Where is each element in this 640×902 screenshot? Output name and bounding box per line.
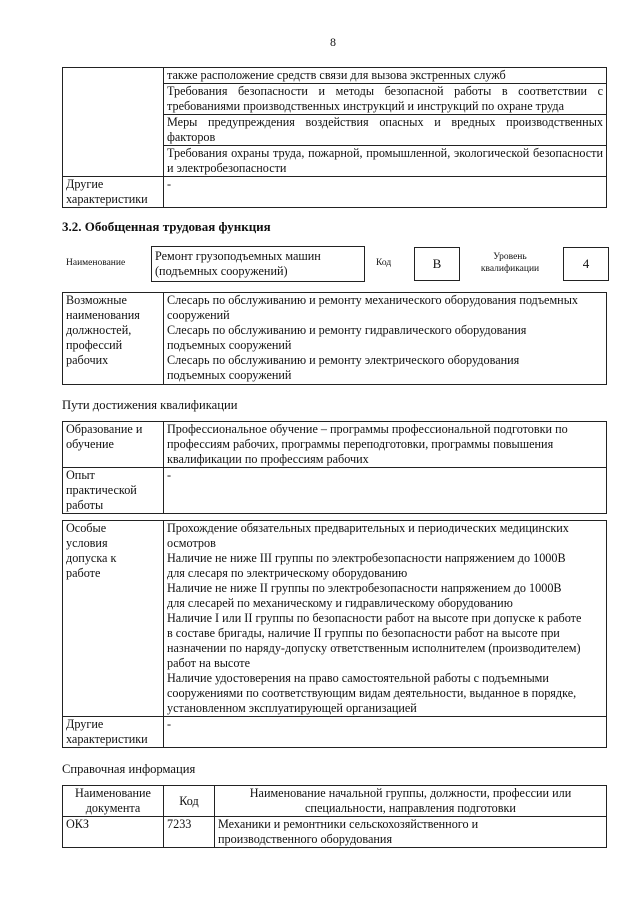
conditions-value-line: назначении по наряду-допуску ответственным исполнителем (производителем)	[167, 641, 581, 655]
positions-value-line: Слесарь по обслуживанию и ремонту гидравлического оборудования	[167, 323, 527, 337]
education-value	[164, 422, 607, 468]
code-label: Код	[376, 258, 392, 268]
top-table-empty-label	[63, 68, 164, 177]
positions-value-line: Слесарь по обслуживанию и ремонту механического оборудования подъемных	[167, 293, 578, 307]
top-table-other-value: -	[164, 177, 607, 208]
conditions-value-line: Наличие I или II группы по безопасности работ на высоте при допуске к работе	[167, 611, 582, 625]
conditions-value-line: установленном эксплуатирующей организацией	[167, 701, 417, 715]
education-value-line: Профессиональное обучение – программы профессиональной подготовки по	[167, 422, 568, 436]
conditions-label-line: работе	[66, 566, 101, 580]
top-table-other-label: Другие характеристики	[63, 177, 164, 208]
ref-row-name-line: Механики и ремонтники сельскохозяйственного и	[218, 817, 479, 831]
positions-value	[164, 293, 607, 385]
ref-header-doc	[63, 786, 164, 817]
page-number: 8	[330, 35, 336, 49]
section-title: 3.2. Обобщенная трудовая функция	[62, 219, 271, 234]
conditions-value-line: работ на высоте	[167, 656, 251, 670]
ref-header-name-line: Наименование начальной группы, должности, профессии или	[249, 786, 572, 800]
ref-header-doc-line: Наименование	[75, 786, 151, 800]
experience-label-line: работы	[66, 498, 104, 512]
conditions-other-label-line: характеристики	[66, 732, 148, 746]
conditions-value-line: Наличие не ниже III группы по электробезопасности напряжением до 1000В	[167, 551, 566, 565]
education-label-line: обучение	[66, 437, 114, 451]
reference-title: Справочная информация	[62, 762, 196, 776]
positions-value-line: подъемных сооружений	[167, 368, 292, 382]
conditions-value-line: Прохождение обязательных предварительных и периодических медицинских	[167, 521, 569, 535]
education-label	[63, 422, 164, 468]
positions-value-line: сооружений	[167, 308, 230, 322]
conditions-value-line: осмотров	[167, 536, 216, 550]
education-value-line: профессиям рабочих, программы переподготовки, программы повышения	[167, 437, 554, 451]
conditions-value	[164, 521, 607, 717]
ref-row-name	[215, 817, 607, 848]
experience-label	[63, 468, 164, 514]
level-value: 4	[582, 256, 590, 271]
conditions-other-value: -	[164, 717, 607, 748]
positions-label-line: профессий	[66, 338, 123, 352]
level-label	[472, 251, 548, 275]
name-value-box	[151, 246, 365, 282]
ref-header-name-line: специальности, направления подготовки	[305, 801, 516, 815]
code-value-box	[414, 247, 460, 281]
positions-value-line: Слесарь по обслуживанию и ремонту электрического оборудования	[167, 353, 520, 367]
experience-value: -	[164, 468, 607, 514]
level-label-line1: Уровень	[493, 252, 527, 262]
positions-label-line: должностей,	[66, 323, 132, 337]
ref-header-code: Код	[164, 786, 215, 817]
positions-label-line: наименования	[66, 308, 140, 322]
education-value-line: квалификации по профессиям рабочих	[167, 452, 369, 466]
top-table-row-2: Требования безопасности и методы безопасной работы в соответствии с требованиями производственных инструкций и инструкций по охране труда	[164, 84, 607, 115]
top-table	[62, 67, 607, 208]
name-value-line1: Ремонт грузоподъемных машин	[155, 249, 321, 263]
conditions-label	[63, 521, 164, 717]
conditions-label-line: допуска к	[66, 551, 117, 565]
positions-label	[63, 293, 164, 385]
paths-title: Пути достижения квалификации	[62, 398, 238, 412]
experience-label-line: Опыт	[66, 468, 95, 482]
conditions-value-line: для слесаря по электрическому оборудованию	[167, 566, 408, 580]
conditions-other-label	[63, 717, 164, 748]
conditions-table	[62, 520, 607, 748]
name-label: Наименование	[66, 258, 126, 268]
code-value: B	[432, 256, 442, 271]
ref-header-doc-line: документа	[85, 801, 141, 815]
experience-label-line: практической	[66, 483, 137, 497]
conditions-other-label-line: Другие	[66, 717, 104, 731]
positions-value-line: подъемных сооружений	[167, 338, 292, 352]
positions-table	[62, 292, 607, 385]
positions-label-line: рабочих	[66, 353, 109, 367]
ref-row-name-line: производственного оборудования	[218, 832, 393, 846]
ref-row-doc: ОКЗ	[63, 817, 164, 848]
conditions-label-line: Особые	[66, 521, 107, 535]
top-table-row-1: также расположение средств связи для вызова экстренных служб	[164, 68, 607, 84]
conditions-value-line: в составе бригады, наличие II группы по безопасности работ на высоте при	[167, 626, 560, 640]
name-value-line2: (подъемных сооружений)	[155, 264, 288, 278]
conditions-value-line: для слесарей по механическому и гидравлическому оборудованию	[167, 596, 513, 610]
top-table-row-3: Меры предупреждения воздействия опасных и вредных производственных факторов	[164, 115, 607, 146]
education-table	[62, 421, 607, 514]
top-table-row-4: Требования охраны труда, пожарной, промышленной, экологической безопасности и электробезопасности	[164, 146, 607, 177]
reference-table	[62, 785, 607, 848]
conditions-label-line: условия	[66, 536, 108, 550]
conditions-value-line: Наличие удостоверения на право самостоятельной работы с подъемными	[167, 671, 549, 685]
level-value-box	[563, 247, 609, 281]
ref-row-code: 7233	[164, 817, 215, 848]
conditions-value-line: сооружениями по соответствующим видам деятельности, выданное в порядке,	[167, 686, 577, 700]
positions-label-line: Возможные	[66, 293, 127, 307]
education-label-line: Образование и	[66, 422, 143, 436]
ref-header-name	[215, 786, 607, 817]
level-label-line2: квалификации	[480, 264, 540, 274]
conditions-value-line: Наличие не ниже II группы по электробезопасности напряжением до 1000В	[167, 581, 562, 595]
